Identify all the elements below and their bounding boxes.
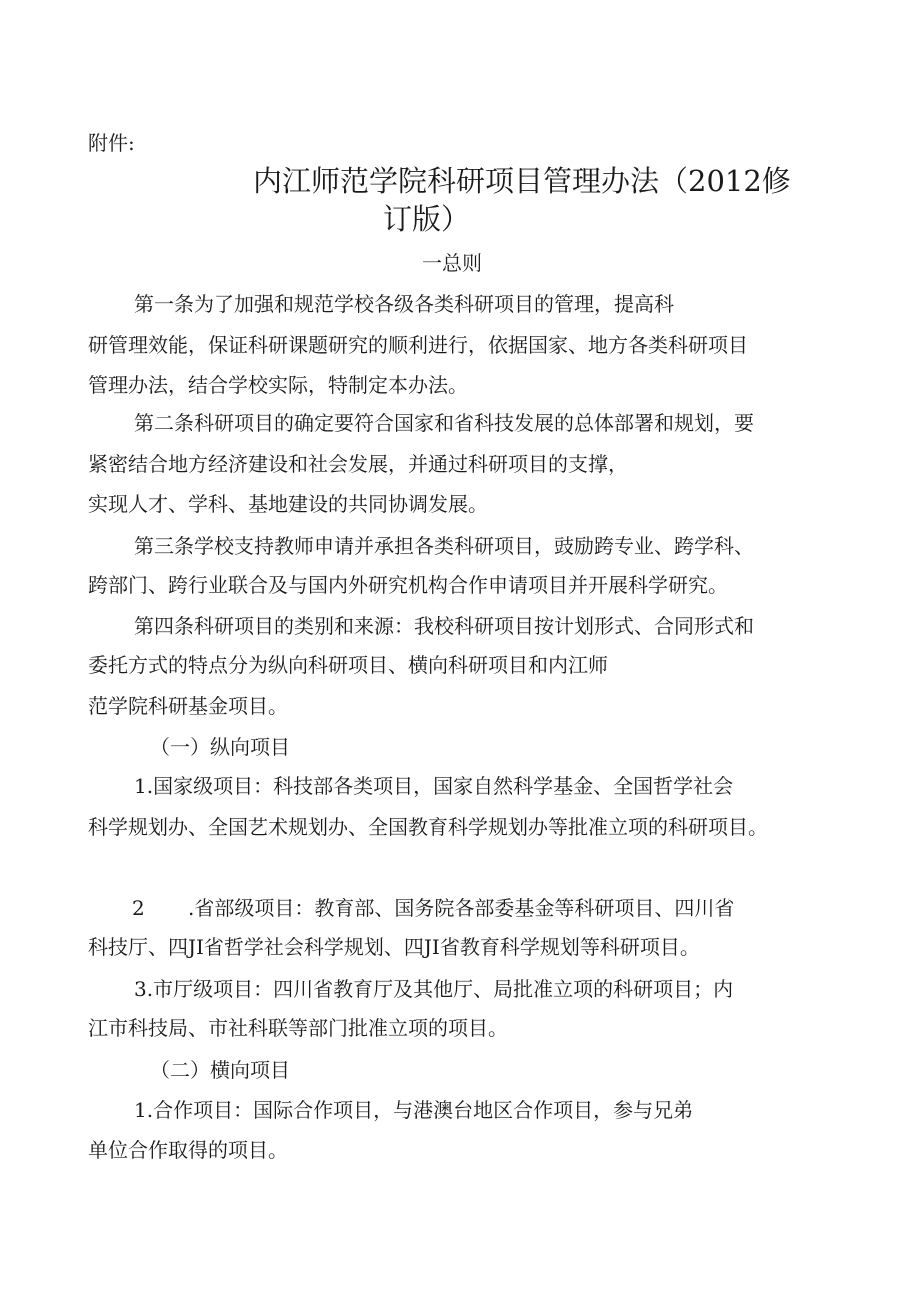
article-2-line-3: 实现人才、学科、基地建设的共同协调发展。	[88, 492, 488, 516]
document-title-line-2: 订版）	[383, 202, 471, 236]
section-vertical-heading: （一）纵向项目	[150, 735, 290, 759]
article-4-line-2: 委托方式的特点分为纵向科研项目、横向科研项目和内江师	[88, 653, 608, 677]
vertical-item-3-line-2: 江市科技局、市社科联等部门批准立项的项目。	[88, 1016, 508, 1040]
article-3-line-2: 跨部门、跨行业联合及与国内外研究机构合作申请项目并开展科学研究。	[88, 573, 728, 597]
section-horizontal-heading: （二）横向项目	[150, 1058, 290, 1082]
vertical-item-2-line-2: 科技厅、四JI省哲学社会科学规划、四JI省教育科学规划等科研项目。	[88, 935, 700, 959]
article-3-line-1: 第三条学校支持教师申请并承担各类科研项目，豉励跨专业、跨学科、	[134, 534, 754, 558]
document-title-line-1: 内江师范学院科研项目管理办法（2012修	[253, 164, 791, 198]
article-1-line-1: 第一条为了加强和规范学校各级各类科研项目的管理，提高科	[134, 292, 674, 316]
vertical-item-2-line-1: .省部级项目：教育部、国务院各部委基金等科研项目、四川省	[188, 896, 735, 920]
article-2-line-1: 第二条科研项目的确定要符合国家和省科技发展的总体部署和规划，要	[134, 411, 754, 435]
chapter-heading: 一总则	[422, 251, 482, 275]
attachment-label: 附件:	[88, 131, 135, 155]
vertical-item-1-line-1: 1.国家级项目：科技部各类项目，国家自然科学基金、全国哲学社会	[134, 774, 734, 798]
horizontal-item-1-line-1: 1.合作项目：国际合作项目，与港澳台地区合作项目，参与兄弟	[134, 1098, 694, 1122]
article-4-line-1: 第四条科研项目的类别和来源：我校科研项目按计划形式、合同形式和	[134, 614, 754, 638]
vertical-item-2-number: 2	[132, 896, 145, 920]
article-1-line-2: 研管理效能，保证科研课题研究的顺利进行，依据国家、地方各类科研项目	[88, 333, 748, 357]
article-2-line-2: 紧密结合地方经济建设和社会发展，并通过科研项目的支撑，	[88, 452, 628, 476]
article-4-line-3: 范学院科研基金项目。	[88, 694, 288, 718]
vertical-item-3-line-1: 3.市厅级项目：四川省教育厅及其他厅、局批准立项的科研项目；内	[134, 977, 734, 1001]
horizontal-item-1-line-2: 单位合作取得的项目。	[88, 1138, 288, 1162]
article-1-line-3: 管理办法，结合学校实际，特制定本办法。	[88, 373, 468, 397]
vertical-item-1-line-2: 科学规划办、全国艺术规划办、全国教育科学规划办等批准立项的科研项目。	[88, 815, 768, 839]
